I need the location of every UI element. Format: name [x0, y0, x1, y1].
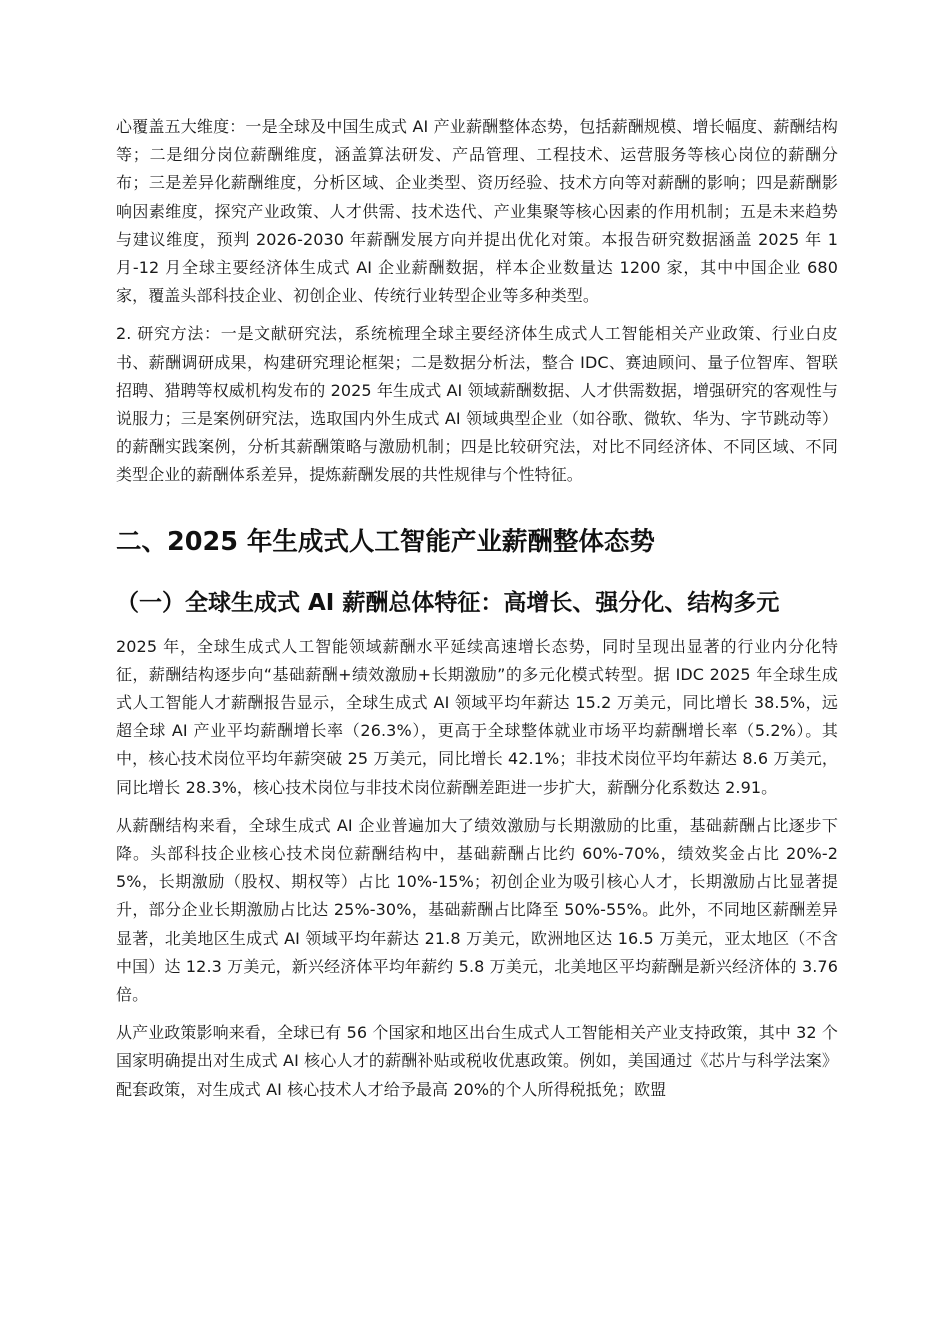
paragraph-pay-structure: 从薪酬结构来看，全球生成式 AI 企业普遍加大了绩效激励与长期激励的比重，基础薪酬占比逐步下降。头部科技企业核心技术岗位薪酬结构中，基础薪酬占比约 60%-70%，绩效奖金占比 20%-25%，长期激励（股权、期权等）占比 10%-15%；初创企业为吸引核心人才，长期激励占比显著提升，部分企业长期激励占比达 25%-30%，基础薪酬占比降至 50%-55%。此外，不同地区薪酬差异显著，北美地区生成式 AI 领域平均年薪达 21.8 万美元，欧洲地区达 16.5 万美元，亚太地区（不含中国）达 12.3 万美元，新兴经济体平均年薪约 5.8 万美元，北美地区平均薪酬是新兴经济体的 3.76 倍。 — [116, 815, 838, 1005]
intro-paragraph-methods: 2. 研究方法：一是文献研究法，系统梳理全球主要经济体生成式人工智能相关产业政策、行业白皮书、薪酬调研成果，构建研究理论框架；二是数据分析法，整合 IDC、赛迪顾问、量子位智库、智联招聘、猎聘等权威机构发布的 2025 年生成式 AI 领域薪酬数据、人才供需数据，增强研究的客观性与说服力；三是案例研究法，选取国内外生成式 AI 领域典型企业（如谷歌、微软、华为、字节跳动等）的薪酬实践案例，分析其薪酬策略与激励机制；四是比较研究法，对比不同经济体、不同区域、不同类型企业的薪酬体系差异，提炼薪酬发展的共性规律与个性特征。 — [116, 324, 838, 485]
paragraph-overall-growth: 2025 年，全球生成式人工智能领域薪酬水平延续高速增长态势，同时呈现出显著的行业内分化特征，薪酬结构逐步向“基础薪酬+绩效激励+长期激励”的多元化模式转型。据 IDC 2025 年全球生成式人工智能人才薪酬报告显示，全球生成式 AI 领域平均年薪达 15.2 万美元，同比增长 38.5%，远超全球 AI 产业平均薪酬增长率（26.3%），更高于全球整体就业市场平均薪酬增长率（5.2%）。其中，核心技术岗位平均年薪突破 25 万美元，同比增长 42.1%；非技术岗位平均年薪达 8.6 万美元，同比增长 28.3%，核心技术岗位与非技术岗位薪酬差距进一步扩大，薪酬分化系数达 2.91。 — [116, 636, 838, 797]
paragraph-policy-impact: 从产业政策影响来看，全球已有 56 个国家和地区出台生成式人工智能相关产业支持政策，其中 32 个国家明确提出对生成式 AI 核心人才的薪酬补贴或税收优惠政策。例如，美国通过《芯片与科学法案》配套政策，对生成式 AI 核心技术人才给予最高 20%的个人所得税抵免；欧盟 — [116, 1023, 838, 1099]
document-page — [116, 113, 838, 1114]
subsection-heading: （一）全球生成式 AI 薪酬总体特征：高增长、强分化、结构多元 — [116, 589, 780, 616]
intro-paragraph-scope: 心覆盖五大维度：一是全球及中国生成式 AI 产业薪酬整体态势，包括薪酬规模、增长幅度、薪酬结构等；二是细分岗位薪酬维度，涵盖算法研发、产品管理、工程技术、运营服务等核心岗位的薪酬分布；三是差异化薪酬维度，分析区域、企业类型、资历经验、技术方向等对薪酬的影响；四是薪酬影响因素维度，探究产业政策、人才供需、技术迭代、产业集聚等核心因素的作用机制；五是未来趋势与建议维度，预判 2026-2030 年薪酬发展方向并提出优化对策。本报告研究数据涵盖 2025 年 1 月-12 月全球主要经济体生成式 AI 企业薪酬数据，样本企业数量达 1200 家，其中中国企业 680 家，覆盖头部科技企业、初创企业、传统行业转型企业等多种类型。 — [116, 117, 838, 306]
section-heading: 二、2025 年生成式人工智能产业薪酬整体态势 — [116, 526, 655, 557]
